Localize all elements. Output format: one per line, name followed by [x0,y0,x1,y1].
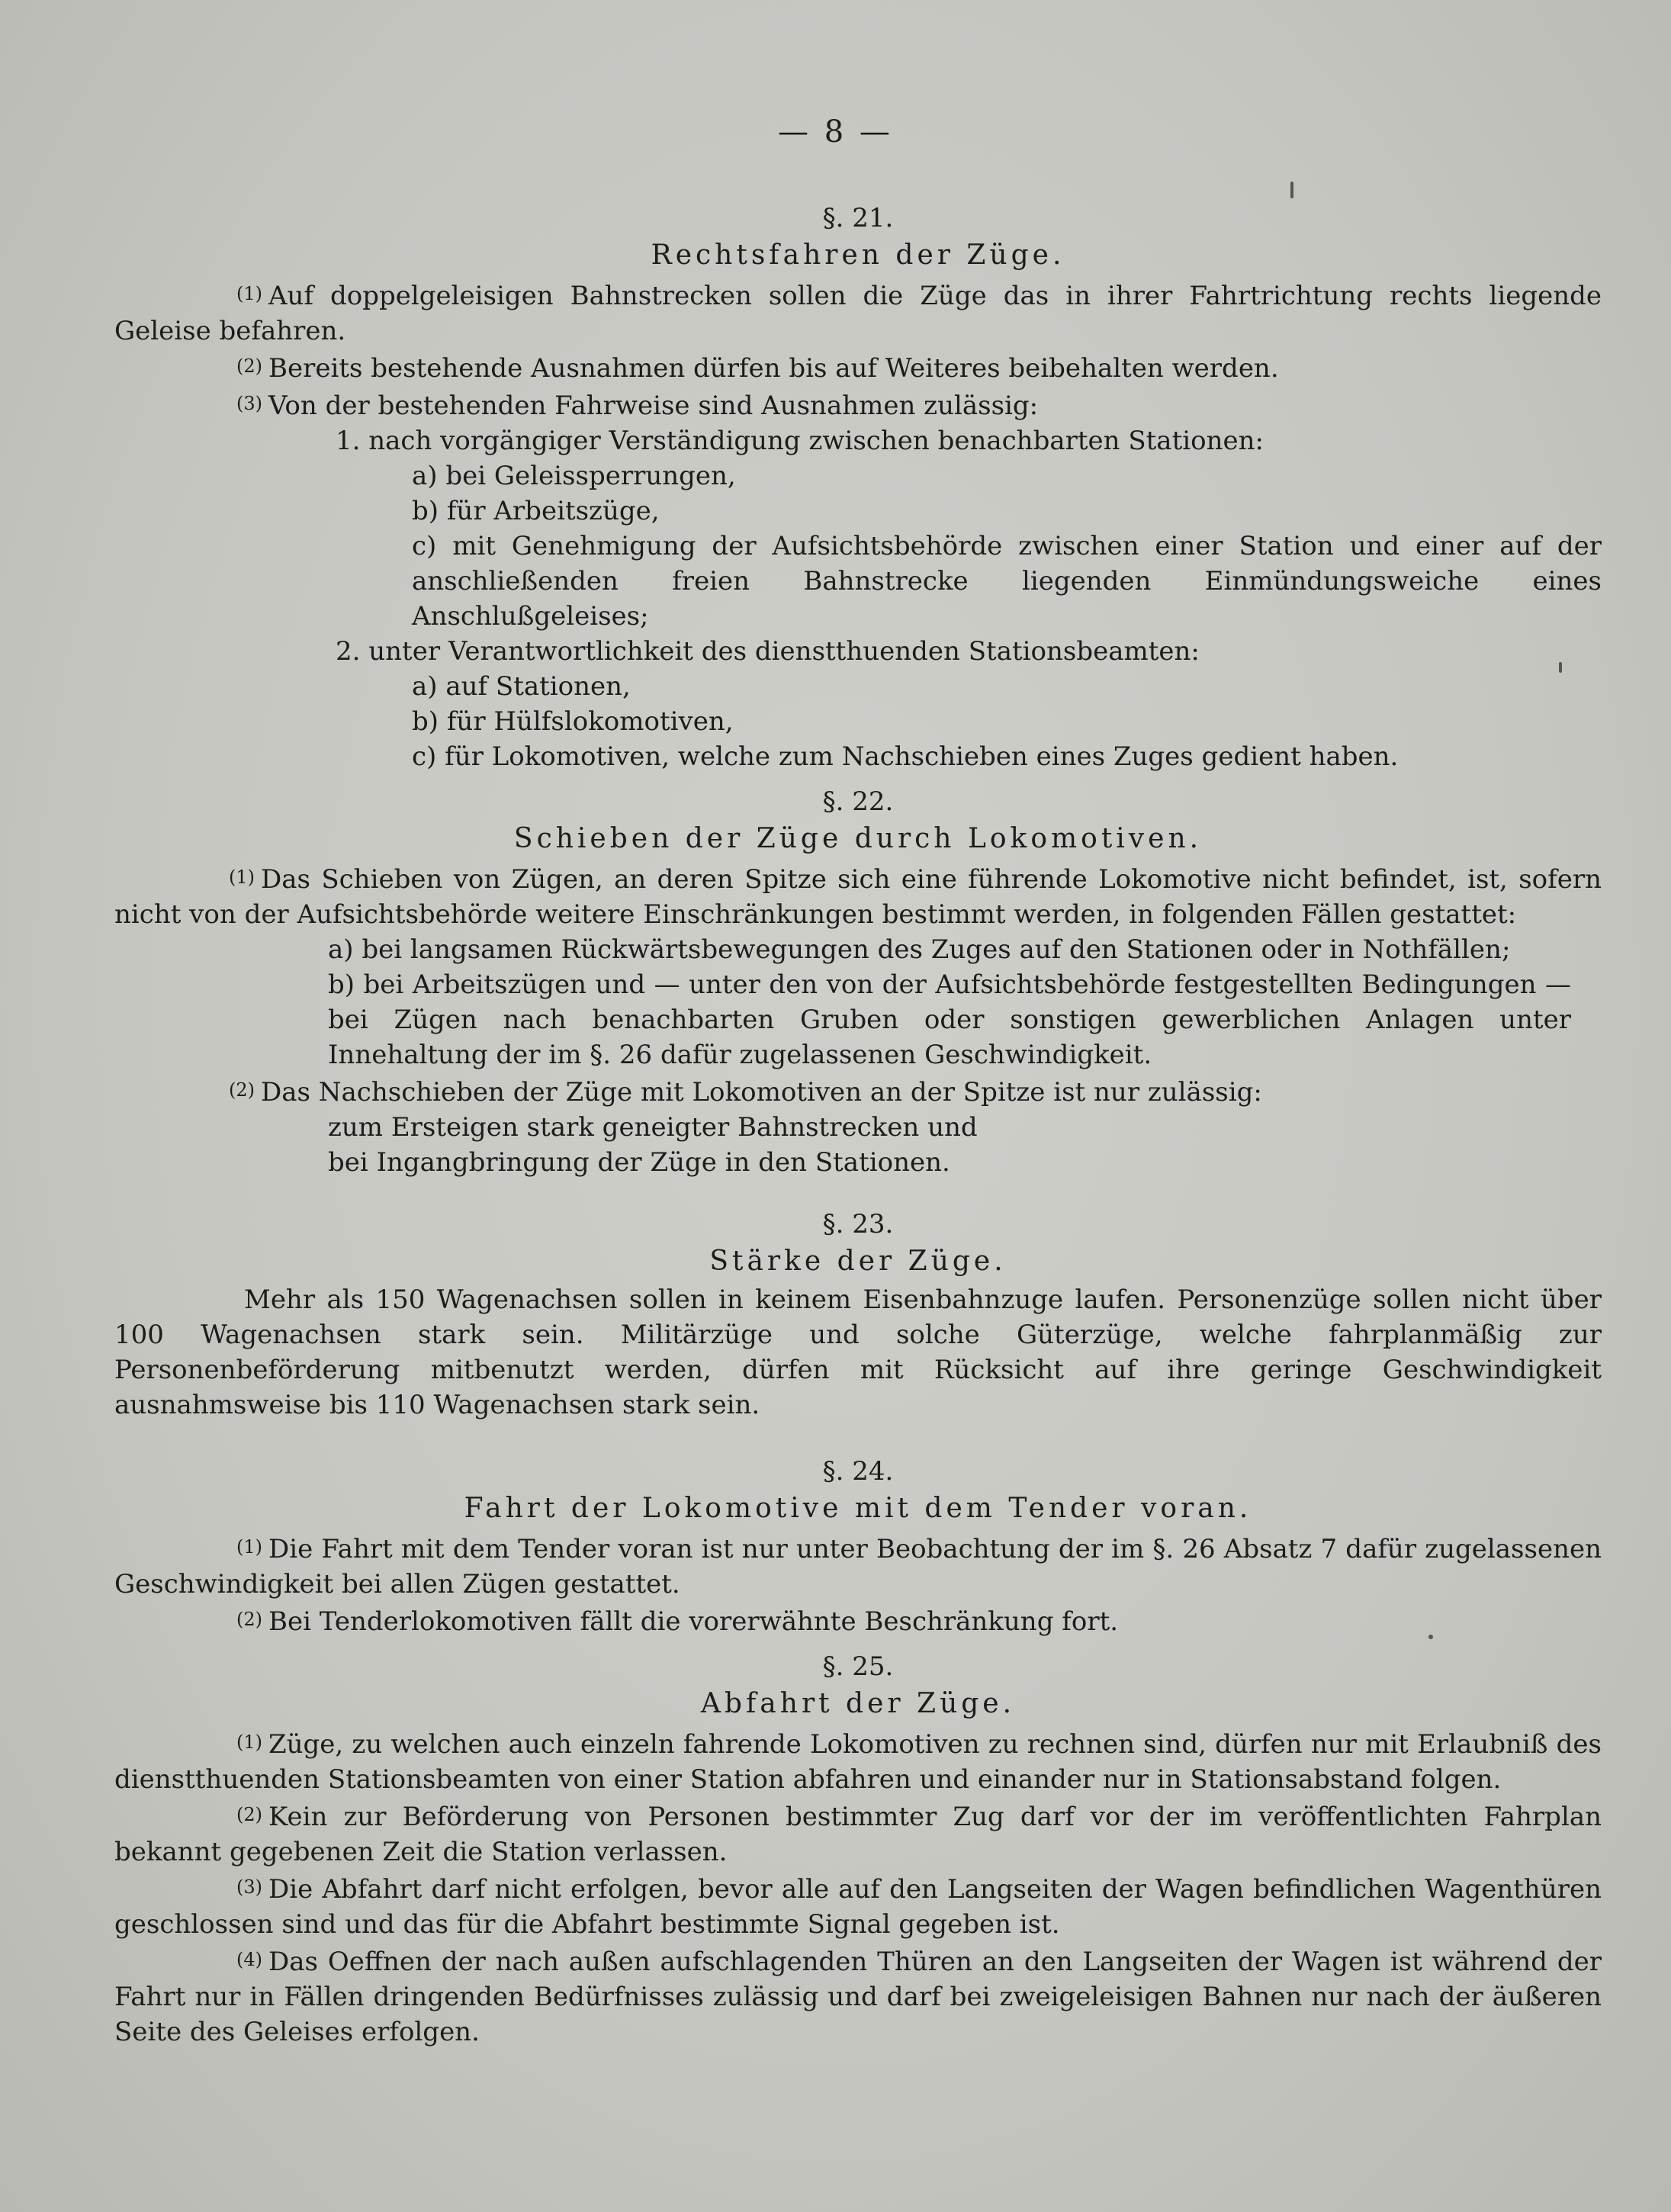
paragraph [114,1072,1602,1110]
paragraph-text: Züge, zu welchen auch einzeln fahrende Lokomotiven zu rechnen sind, dürfen nur mit Erlaubniß des dienstthuenden Stationsbeamten von einer Station abfahren und einander nur in Stationsabstand folgen. [114,1729,1602,1795]
section-24 [114,1453,1602,1639]
paragraph [114,386,1602,423]
page-number: — 8 — [778,114,893,150]
paragraph-text: Auf doppelgeleisigen Bahnstrecken sollen die Züge das in ihrer Fahrtrichtung rechts liegende Geleise befahren. [114,281,1602,346]
paragraph [114,1725,1602,1797]
paragraph-number: (2) [229,1079,255,1101]
paragraph-number: (3) [236,1876,262,1898]
paragraph [114,1529,1602,1602]
paragraph-number: (3) [236,393,262,414]
paragraph-text: Das Nachschieben der Züge mit Lokomotiven an der Spitze ist nur zulässig: [261,1077,1262,1108]
section-title: Stärke der Züge. [709,1246,1007,1277]
paragraph-number: (2) [236,355,262,377]
paragraph [114,276,1602,349]
section-number: §. 25. [822,1651,894,1682]
section-25 [114,1648,1602,2050]
section-number: §. 22. [822,786,894,817]
list-item: 2. unter Verantwortlichkeit des dienstthuenden Stationsbeamten: [336,636,1200,667]
section-22 [114,783,1602,1180]
paragraph-number: (1) [236,1536,262,1558]
list-item: b) für Hülfslokomotiven, [412,706,734,737]
list-item: b) für Arbeitszüge, [412,496,660,526]
list-item: a) bei Geleissperrungen, [412,461,736,491]
section-title: Rechtsfahren der Züge. [651,240,1065,271]
section-number: §. 21. [822,203,894,233]
document-body [114,200,1602,2050]
section-title: Fahrt der Lokomotive mit dem Tender voran. [464,1493,1252,1524]
paragraph [114,860,1602,932]
list-item: c) mit Genehmigung der Aufsichtsbehörde zwischen einer Station und einer auf der anschließenden freien Bahnstrecke liegenden Einmündungsweiche eines Anschlußgeleises; [412,531,1602,632]
list-item: bei Ingangbringung der Züge in den Stationen. [328,1147,950,1178]
paragraph-number: (1) [236,1731,262,1753]
paragraph-number: (4) [236,1949,262,1970]
paragraph-number: (1) [236,283,262,304]
section-number: §. 24. [822,1456,894,1487]
paper-speck [1290,182,1293,198]
list-item: zum Ersteigen stark geneigter Bahnstrecken und [328,1112,978,1143]
paragraph [114,349,1602,386]
paragraph [114,1870,1602,1942]
list-item: c) für Lokomotiven, welche zum Nachschieben eines Zuges gedient haben. [412,741,1399,772]
section-title: Abfahrt der Züge. [700,1688,1016,1719]
section-21 [114,200,1602,774]
paragraph [114,1942,1602,2050]
section-title: Schieben der Züge durch Lokomotiven. [513,823,1203,854]
paragraph-number: (2) [236,1609,262,1630]
paragraph-text: Bei Tenderlokomotiven fällt die vorerwähnte Beschränkung fort. [268,1606,1119,1637]
list-item: 1. nach vorgängiger Verständigung zwischen benachbarten Stationen: [336,426,1264,456]
list-item: a) bei langsamen Rückwärtsbewegungen des Zuges auf den Stationen oder in Nothfällen; [328,934,1511,965]
paragraph-number: (1) [229,866,255,888]
paragraph-text: Das Oeffnen der nach außen aufschlagenden Thüren an den Langseiten der Wagen ist während der Fahrt nur in Fällen dringenden Bedürfnisses zulässig und darf bei zweigeleisigen Bahnen nur nach der äußeren Seite des Geleises erfolgen. [114,1947,1602,2047]
paragraph [114,1602,1602,1639]
paragraph-text: Bereits bestehende Ausnahmen dürfen bis auf Weiteres beibehalten werden. [268,353,1279,384]
section-23 [114,1206,1602,1423]
section-number: §. 23. [822,1209,894,1239]
paragraph-text: Von der bestehenden Fahrweise sind Ausnahmen zulässig: [268,391,1039,421]
paragraph-number: (2) [236,1804,262,1825]
paragraph-text: Mehr als 150 Wagenachsen sollen in keinem Eisenbahnzuge laufen. Personenzüge sollen nicht über 100 Wagenachsen stark sein. Militärzüge und solche Güterzüge, welche fahrplanmäßig zur Personenbeförderung mitbenutzt werden, dürfen mit Rücksicht auf ihre geringe Geschwindigkeit ausnahmsweise bis 110 Wagenachsen stark sein. [114,1284,1602,1420]
paragraph-text: Kein zur Beförderung von Personen bestimmter Zug darf vor der im veröffentlichten Fahrplan bekannt gegebenen Zeit die Station verlassen. [114,1802,1602,1867]
list-item: b) bei Arbeitszügen und — unter den von der Aufsichtsbehörde festgestellten Bedingungen — bei Zügen nach benachbarten Gruben oder sonstigen gewerblichen Anlagen unter Innehaltung der im §. 26 dafür zugelassenen Geschwindigkeit. [328,969,1571,1070]
paragraph-text: Die Fahrt mit dem Tender voran ist nur unter Beobachtung der im §. 26 Absatz 7 dafür zugelassenen Geschwindigkeit bei allen Zügen gestattet. [114,1534,1602,1600]
paragraph-text: Die Abfahrt darf nicht erfolgen, bevor alle auf den Langseiten der Wagen befindlichen Wagenthüren geschlossen sind und das für die Abfahrt bestimmte Signal gegeben ist. [114,1874,1602,1940]
paragraph-text: Das Schieben von Zügen, an deren Spitze sich eine führende Lokomotive nicht befindet, ist, sofern nicht von der Aufsichtsbehörde weitere Einschränkungen bestimmt werden, in folgenden Fällen gestattet: [114,864,1602,930]
list-item: a) auf Stationen, [412,671,631,702]
paragraph [114,1797,1602,1870]
